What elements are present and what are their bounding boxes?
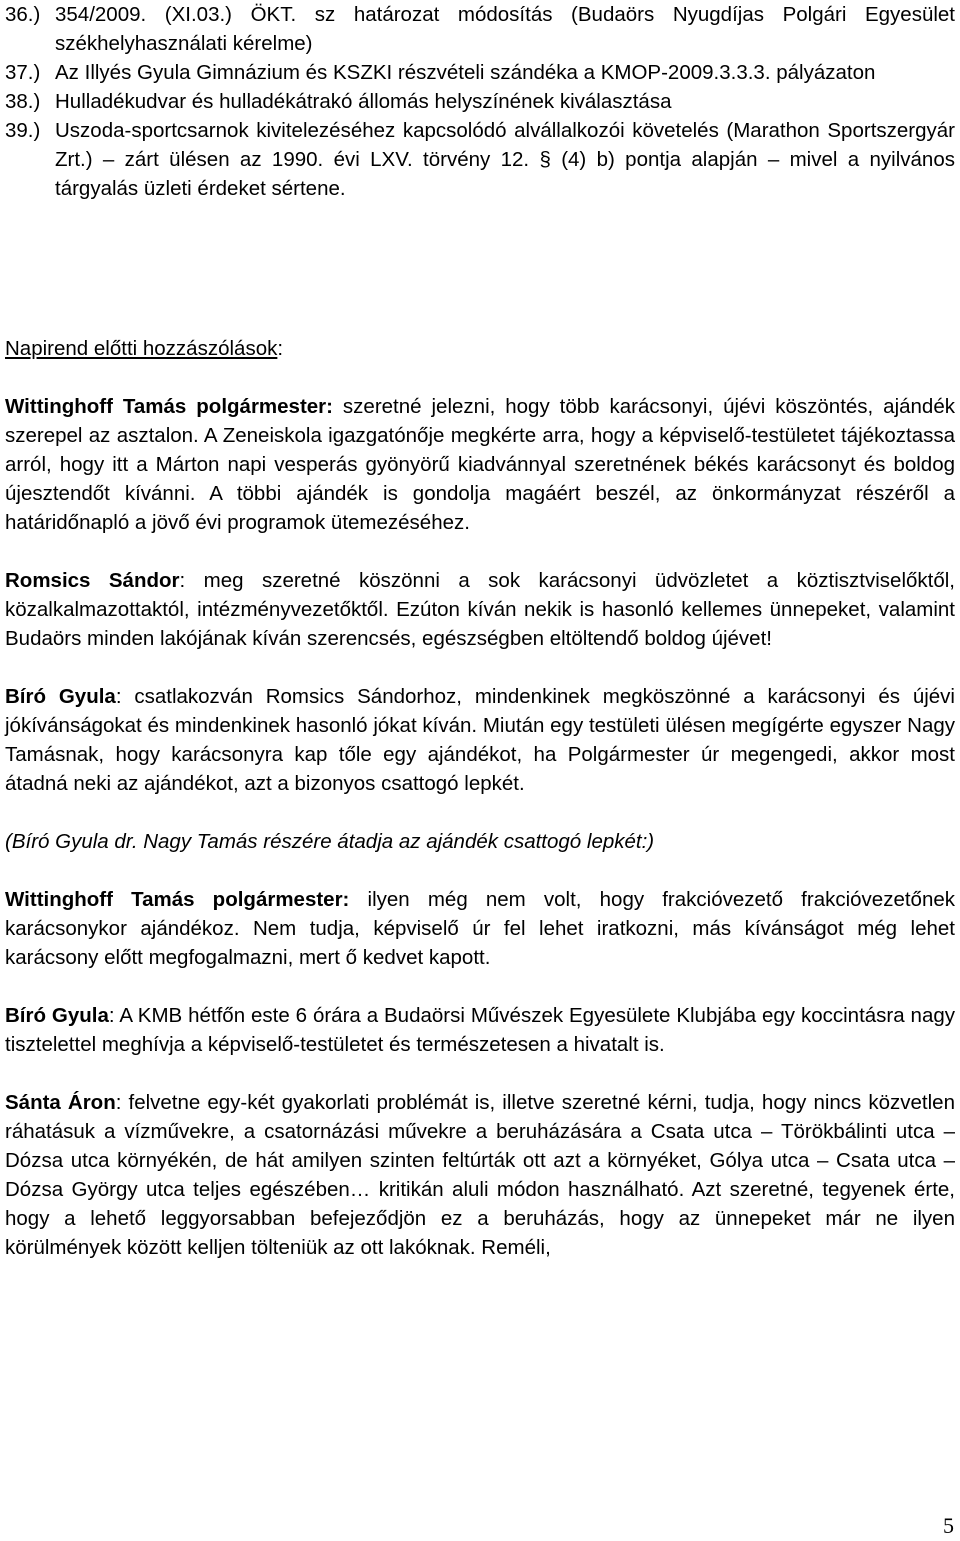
section-heading-title: Napirend előtti hozzászólások <box>5 337 278 360</box>
agenda-list <box>5 0 955 203</box>
agenda-item-text: Hulladékudvar és hulladékátrakó állomás helyszínének kiválasztása <box>55 90 672 113</box>
agenda-item <box>5 87 955 116</box>
speech-paragraph <box>5 885 955 972</box>
speech-text: : csatlakozván Romsics Sándorhoz, mindenkinek megköszönné a karácsonyi és újévi jókívánságokat és mindenkinek hasonló jókat kíván. Miután egy testületi ülésen megígérte egyszer Nagy Tamásnak, hogy karácsonyra kap tőle egy ajándékot, ha Polgármester úr megengedi, akkor most átadná neki az ajándékot, azt a bizonyos csattogó lepkét. <box>5 685 955 795</box>
agenda-item <box>5 0 955 58</box>
speech-text: szeretné jelezni, hogy több karácsonyi, újévi köszöntés, ajándék szerepel az asztalon. A Zeneiskola igazgatónője megkérte arra, hogy a képviselő-testületet tájékoztassa arról, hogy itt a Márton napi vesperás gyönyörű kiadvánnyal szeretnének békés karácsonyt és boldog újesztendőt kívánni. A többi ajándék is gondolja magáért beszél, az önkormányzat részéről a határidőnapló a jövő évi programok ütemezéséhez. <box>5 395 955 534</box>
agenda-item-text: Az Illyés Gyula Gimnázium és KSZKI részvételi szándéka a KMOP-2009.3.3.3. pályázaton <box>55 61 876 84</box>
speech-text: : A KMB hétfőn este 6 órára a Budaörsi Művészek Egyesülete Klubjába egy koccintásra nagy tisztelettel meghívja a képviselő-testületet és természetesen a hivatalt is. <box>5 1004 955 1056</box>
section-heading <box>5 334 955 363</box>
agenda-item-number: 36.) <box>5 3 41 26</box>
page-number: 5 <box>943 1513 954 1538</box>
section-heading-suffix: : <box>277 337 284 360</box>
speaker-name: Bíró Gyula <box>5 1004 109 1027</box>
agenda-item-text: Uszoda-sportcsarnok kivitelezéséhez kapcsolódó alvállalkozói követelés (Marathon Sportszergyár Zrt.) – zárt ülésen az 1990. évi LXV. törvény 12. § (4) b) pontja alapján – mivel a nyilvános tárgyalás üzleti érdeket sértene. <box>55 119 955 200</box>
speaker-name: Bíró Gyula <box>5 685 116 708</box>
agenda-item-number: 38.) <box>5 90 41 113</box>
agenda-item-number: 39.) <box>5 119 41 142</box>
speaker-name: Romsics Sándor <box>5 569 180 592</box>
speaker-name: Sánta Áron <box>5 1091 116 1114</box>
speech-text: : felvetne egy-két gyakorlati problémát is, illetve szeretné kérni, tudja, hogy nincs közvetlen ráhatásuk a vízművekre, a csatornázási művekre a beruházására a Csata utca – Törökbálinti utca – Dózsa utca környékén, de hát amilyen szinten feltúrták ott azt a környéket, Gólya utca – Csata utca – Dózsa György utca teljes egészében… kritikán aluli módon használható. Azt szeretné, tegyenek érte, hogy a lehető leggyorsabban befejeződjön ez a beruházás, hogy az ünnepeket már ne ilyen körülmények között kelljen tölteniük az ott lakóknak. Reméli, <box>5 1091 955 1259</box>
agenda-item <box>5 116 955 203</box>
speech-paragraph <box>5 392 955 537</box>
speech-paragraph <box>5 566 955 653</box>
agenda-item-text: 354/2009. (XI.03.) ÖKT. sz határozat módosítás (Budaörs Nyugdíjas Polgári Egyesület székhelyhasználati kérelme) <box>55 3 955 55</box>
speech-text: : meg szeretné köszönni a sok karácsonyi üdvözletet a köztisztviselőktől, közalkalmazottaktól, intézményvezetőktől. Ezúton kíván nekik is hasonló kellemes ünnepeket, valamint Budaörs minden lakójának kíván szerencsés, egészségben eltöltendő boldog újévet! <box>5 569 955 650</box>
document-page <box>5 0 955 1262</box>
agenda-item <box>5 58 955 87</box>
speech-paragraph <box>5 682 955 798</box>
speaker-name: Wittinghoff Tamás polgármester: <box>5 888 350 911</box>
speech-paragraph <box>5 1001 955 1059</box>
speech-paragraph <box>5 1088 955 1262</box>
agenda-item-number: 37.) <box>5 61 41 84</box>
speaker-name: Wittinghoff Tamás polgármester: <box>5 395 333 418</box>
stage-direction: (Bíró Gyula dr. Nagy Tamás részére átadja az ajándék csattogó lepkét:) <box>5 830 655 853</box>
speech-text: ilyen még nem volt, hogy frakcióvezető frakcióvezetőnek karácsonykor ajándékoz. Nem tudja, képviselő úr fel lehet iratkozni, más kívánságot még lehet karácsony előtt megfogalmazni, mert ő kedvet kapott. <box>5 888 955 969</box>
